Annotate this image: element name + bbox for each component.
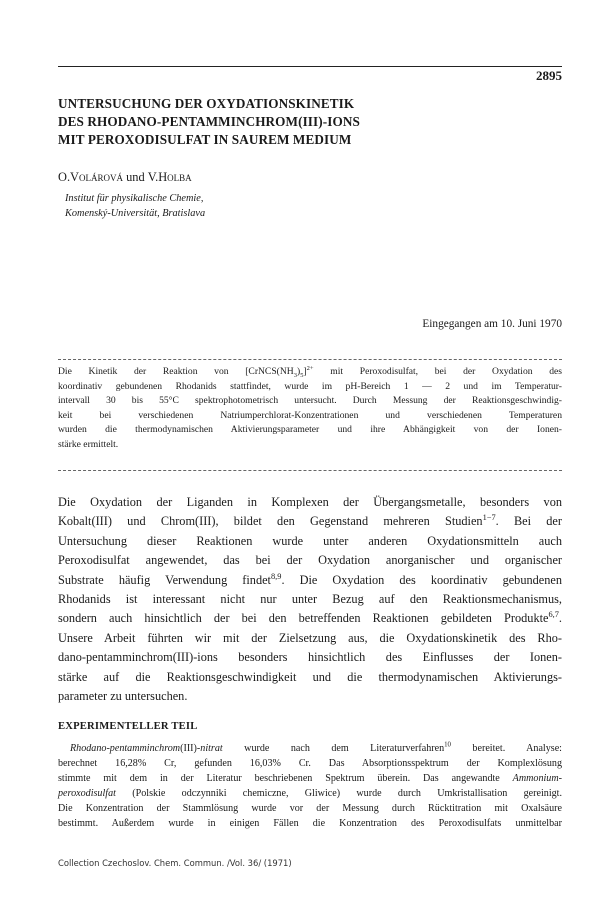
article-title <box>58 95 558 149</box>
title-line-3: MIT PEROXODISULFAT IN SAUREM MEDIUM <box>58 132 352 147</box>
exp-line-2: berechnet 16,28% Cr, gefunden 16,03% Cr. Das Absorptionsspektrum der Komplexlösung <box>58 757 562 769</box>
body-line-8: Unsere Arbeit führten wir mit der Zielsetzung aus, die Oxydationskinetik des Rho- <box>58 630 562 645</box>
received-date: Eingegangen am 10. Juni 1970 <box>422 318 562 330</box>
exp-line-6: bestimmt. Außerdem wurde in einigen Fällen die Konzentration des Peroxodisulfats unmittelbar <box>58 817 562 829</box>
abstract-line-3: intervall 30 bis 55°C spektrophotometrisch untersucht. Durch Messung der Reaktionsgeschwindig- <box>58 395 562 407</box>
authors <box>58 170 192 185</box>
abstract-line-1: Die Kinetik der Reaktion von $[CrNCS(NH_3)_5]^{2+}$ mit Peroxodisulfat, bei der Oxydation des <box>58 364 562 379</box>
page-number: 2895 <box>536 68 562 83</box>
body-line-4: Peroxodisulfat angewendet, das bei der Oxydation anorganischer und organischer <box>58 553 562 568</box>
body-line-11: parameter zu untersuchen. <box>58 689 188 704</box>
author-1: O.Volárová <box>58 170 123 184</box>
abstract-line-6: stärke ermittelt. <box>58 438 119 450</box>
abstract-line-4: keit bei verschiedenen Natriumperchlorat-Konzentrationen und verschiedenen Temperaturen <box>58 409 562 421</box>
affiliation-line-2: Komenský-Universität, Bratislava <box>65 208 206 219</box>
experimental-paragraph <box>58 742 562 831</box>
citation-ref: 8,9 <box>270 571 282 581</box>
citation-ref: 10 <box>444 741 451 749</box>
exp-line-4: peroxodisulfat (Polskie odczynniki chemiczne, Gliwice) wurde durch Umkristallisation gereinigt. <box>58 787 562 799</box>
abstract-bottom-rule <box>58 470 562 471</box>
body-line-3: Untersuchung dieser Reaktionen wurde unter anderen Oxydationsmitteln auch <box>58 533 562 548</box>
abstract-line-2: koordinativ gebundenen Rhodanids stattfindet, wurde im pH-Bereich 1 — 2 und im Temperatur- <box>58 380 562 392</box>
exp-line-1: Rhodano-pentamminchrom(III)-nitrat wurde nach dem Literaturverfahren$^{10}$ bereitet. Analyse: <box>70 741 562 754</box>
title-line-1: UNTERSUCHUNG DER OXYDATIONSKINETIK <box>58 96 355 111</box>
abstract <box>58 365 562 453</box>
body-line-2: Kobalt(III) und Chrom(III), bildet den Gegenstand mehreren Studien$^{1-7}$. Bei der <box>58 513 562 529</box>
affiliation <box>65 191 205 221</box>
exp-line-5: Die Konzentration der Stammlösung wurde vor der Messung durch Rücktitration mit Oxalsäure <box>58 802 562 814</box>
body-line-9: dano-pentamminchrom(III)-ions besonders hinsichtlich des Einflusses der Ionen- <box>58 650 562 665</box>
journal-footer: Collection Czechoslov. Chem. Commun. /Vol. 36/ (1971) <box>58 858 292 868</box>
introduction-paragraph <box>58 493 562 706</box>
affiliation-line-1: Institut für physikalische Chemie, <box>65 193 204 204</box>
header-rule <box>58 66 562 67</box>
title-line-2: DES RHODANO-PENTAMMINCHROM(III)-IONS <box>58 114 360 129</box>
exp-line-3: stimmte mit dem in der Literatur beschriebenen Spektrum überein. Das angewandte Ammonium- <box>58 772 562 784</box>
body-line-7: sondern auch hinsichtlich der bei den betreffenden Reaktionen gebildeten Produkte$^{6,7}$. <box>58 610 562 626</box>
abstract-line-5: wurden die thermodynamischen Aktivierungsparameter und ihre Abhängigkeit von der Ionen- <box>58 424 562 436</box>
body-line-10: stärke auf die Reaktionsgeschwindigkeit und die thermodynamischen Aktivierungs- <box>58 669 562 684</box>
citation-ref: 1−7 <box>482 513 496 523</box>
citation-ref: 6,7 <box>548 610 559 620</box>
body-line-6: Rhodanids ist interessant nicht nur unter Bezug auf den Reaktionsmechanismus, <box>58 592 562 607</box>
author-2: V.Holba <box>147 170 192 184</box>
abstract-top-rule <box>58 359 562 360</box>
author-connector: und <box>123 170 148 184</box>
body-line-5: Substrate häufig Verwendung findet$^{8,9}$. Die Oxydation des koordinativ gebundenen <box>58 571 562 587</box>
section-heading: EXPERIMENTELLER TEIL <box>58 721 198 732</box>
body-line-1: Die Oxydation der Liganden in Komplexen der Übergangsmetalle, besonders von <box>58 495 562 509</box>
